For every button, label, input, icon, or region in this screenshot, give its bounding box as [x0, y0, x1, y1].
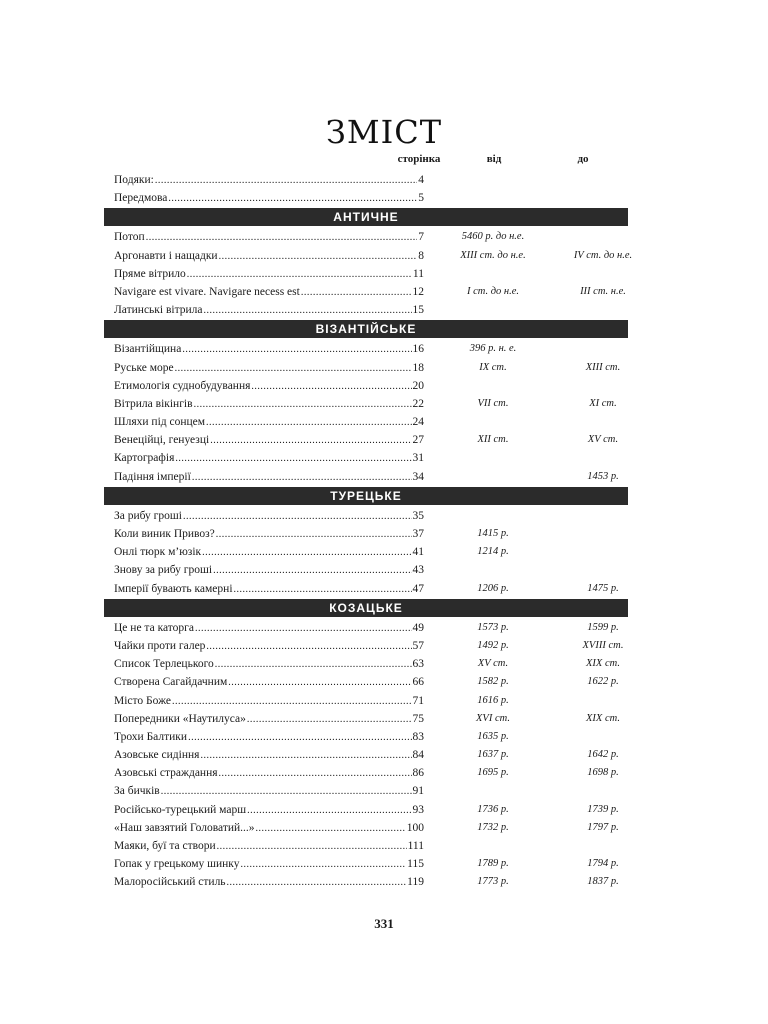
- toc-entry-page: 91: [412, 785, 424, 798]
- toc-entry-label: [114, 247, 424, 266]
- toc-entry-from: XVI ст.: [476, 712, 510, 724]
- dot-leader: [234, 581, 412, 599]
- toc-entry-label: [114, 764, 424, 783]
- toc-entry-label: [114, 377, 424, 396]
- toc-entry-from: 1695 р.: [477, 767, 509, 779]
- toc-entry-page: 111: [407, 840, 424, 852]
- dot-leader: [215, 656, 412, 674]
- toc-entry-label: [114, 561, 424, 580]
- toc-entry[interactable]: [104, 283, 628, 301]
- dot-leader: [206, 414, 411, 432]
- toc-entry-from: 1736 р.: [477, 803, 509, 815]
- toc-entry-label: [114, 468, 424, 487]
- toc-entry-page: 63: [412, 658, 424, 671]
- toc-entry[interactable]: [104, 301, 628, 319]
- toc-entry-label: [114, 655, 424, 674]
- toc-entry-label: [114, 782, 424, 801]
- toc-entry-label: [114, 283, 424, 302]
- toc-entry[interactable]: [104, 265, 628, 283]
- toc-entry-label: [114, 873, 424, 892]
- column-header-from: від: [486, 153, 502, 165]
- toc-entry-page: 12: [412, 285, 424, 298]
- toc-entry[interactable]: [104, 228, 628, 246]
- dot-leader: [216, 526, 412, 544]
- toc-entry-page: 7: [418, 231, 424, 244]
- dot-leader: [228, 674, 411, 692]
- dot-leader: [155, 172, 417, 190]
- toc-entry-title: Гопак у грецькому шинку: [114, 858, 240, 871]
- dot-leader: [206, 638, 411, 656]
- toc-entry-to: 1698 р.: [587, 767, 619, 779]
- toc-entry-page: 11: [412, 267, 424, 280]
- toc-entry-label: [114, 728, 424, 747]
- dot-leader: [188, 729, 411, 747]
- toc-entry-title: «Наш завзятий Головатий...»: [114, 821, 255, 834]
- toc-entry[interactable]: [104, 710, 628, 728]
- dot-leader: [161, 783, 412, 801]
- toc-entry-label: [114, 228, 424, 247]
- toc-entry-title: Картографія: [114, 452, 175, 465]
- toc-entry[interactable]: [104, 413, 628, 431]
- toc-entry-to: 1475 р.: [587, 582, 619, 594]
- toc-entry-title: Латинські вітрила: [114, 304, 203, 317]
- dot-leader: [194, 396, 412, 414]
- toc-entry-title: Знову за рибу гроші: [114, 564, 213, 577]
- dot-leader: [301, 284, 412, 302]
- toc-entry[interactable]: [104, 637, 628, 655]
- toc-entry[interactable]: [104, 171, 628, 189]
- toc-entry[interactable]: [104, 855, 628, 873]
- dot-leader: [175, 450, 411, 468]
- toc-entry-from: 1492 р.: [477, 639, 509, 651]
- dot-leader: [251, 378, 411, 396]
- toc-entry-title: Передмова: [114, 192, 168, 205]
- dot-leader: [240, 856, 406, 874]
- toc-entry-title: Малоросійський стиль: [114, 876, 226, 889]
- toc-entry-from: 1637 р.: [477, 749, 509, 761]
- toc-entry-title: Створена Сагайдачним: [114, 676, 228, 689]
- toc-entry-label: [114, 189, 424, 208]
- toc-entry-to: 1797 р.: [587, 821, 619, 833]
- dot-leader: [182, 341, 411, 359]
- toc-entry-title: Імперії бувають камерні: [114, 582, 233, 595]
- toc-entry-title: За рибу гроші: [114, 509, 182, 522]
- dot-leader: [183, 508, 412, 526]
- toc-entry-page: 35: [412, 509, 424, 522]
- toc-entry[interactable]: [104, 764, 628, 782]
- toc-entry-page: 93: [412, 803, 424, 816]
- toc-entry-from: XII ст.: [477, 434, 509, 446]
- toc-entry-page: 57: [412, 639, 424, 652]
- toc-entry-title: Азовське сидіння: [114, 749, 200, 762]
- toc-entry-page: 83: [412, 730, 424, 743]
- toc-entry[interactable]: [104, 873, 628, 891]
- toc-entry-label: [114, 431, 424, 450]
- dot-leader: [195, 620, 412, 638]
- toc-entry-from: 1415 р.: [477, 528, 509, 539]
- toc-entry-page: 18: [412, 361, 424, 374]
- toc-entry-title: Аргонавти і нащадки: [114, 249, 218, 262]
- column-headers: [0, 153, 768, 169]
- toc-entry[interactable]: [104, 431, 628, 449]
- toc-entry[interactable]: [104, 655, 628, 673]
- toc-entry-title: Пряме вітрило: [114, 267, 186, 280]
- toc-entry-title: Потоп: [114, 231, 145, 244]
- toc-entry-label: [114, 637, 424, 656]
- toc-entry-from: 1773 р.: [477, 876, 509, 888]
- toc-entry-to: 1837 р.: [587, 876, 619, 888]
- toc-entry-page: 15: [412, 304, 424, 317]
- toc-entry-title: Візантійщина: [114, 343, 182, 356]
- toc-entry[interactable]: [104, 580, 628, 598]
- toc-entry-from: 1789 р.: [477, 858, 509, 870]
- toc-entry-from: 1214 р.: [477, 546, 509, 558]
- toc-entry-label: [114, 449, 424, 468]
- toc-entry-from: 5460 р. до н.е.: [461, 231, 525, 243]
- toc-entry[interactable]: [104, 801, 628, 819]
- toc-entry-from: 1732 р.: [477, 821, 509, 833]
- toc-entry-page: 84: [412, 749, 424, 762]
- toc-entry-page: 115: [407, 858, 424, 871]
- toc-entry-label: [114, 837, 424, 856]
- toc-entry-to: XI ст.: [589, 397, 617, 409]
- dot-leader: [217, 838, 407, 856]
- toc-entry-page: 24: [412, 416, 424, 429]
- toc-entry-page: 47: [412, 582, 424, 595]
- toc-entry-label: [114, 507, 424, 526]
- toc-entry-page: 100: [406, 821, 424, 834]
- dot-leader: [187, 266, 412, 284]
- dot-leader: [227, 874, 407, 892]
- toc-entry-label: [114, 171, 424, 190]
- toc-entry-label: [114, 395, 424, 414]
- section-header: КОЗАЦЬКЕ: [104, 599, 628, 617]
- toc-entry-page: 16: [412, 343, 424, 356]
- toc-entry[interactable]: [104, 340, 628, 358]
- toc-entry-label: [114, 746, 424, 765]
- toc-entry-to: XV ст.: [587, 434, 619, 446]
- toc-entry-title: Попередники «Наутилуса»: [114, 712, 246, 725]
- dot-leader: [256, 820, 406, 838]
- toc-entry-title: За бичків: [114, 785, 160, 798]
- toc-entry-title: Азовські страждання: [114, 767, 218, 780]
- section-header: АНТИЧНЕ: [104, 208, 628, 226]
- toc-entry-label: [114, 692, 424, 711]
- toc-entry-title: Місто Боже: [114, 694, 171, 707]
- toc-entry-from: 1616 р.: [477, 694, 509, 706]
- toc-entry-label: [114, 340, 424, 359]
- toc-entry-title: Російсько-турецький марш: [114, 803, 247, 816]
- toc-entry-title: Подяки:: [114, 174, 154, 186]
- toc-entry[interactable]: [104, 468, 628, 486]
- toc-entry-to: 1599 р.: [587, 621, 619, 633]
- toc-entry-from: I ст. до н.е.: [466, 285, 520, 297]
- dot-leader: [175, 360, 412, 378]
- toc-entry-label: [114, 543, 424, 562]
- toc-entry-label: [114, 359, 424, 378]
- toc-entry-page: 71: [412, 694, 424, 707]
- dot-leader: [202, 544, 411, 562]
- dot-leader: [168, 190, 417, 208]
- toc-entry-page: 41: [412, 546, 424, 559]
- toc-entry-label: [114, 819, 424, 838]
- dot-leader: [200, 747, 411, 765]
- toc-entry-page: 31: [412, 452, 424, 465]
- toc-entry[interactable]: [104, 837, 628, 855]
- toc-entry[interactable]: [104, 449, 628, 467]
- toc-entry-title: Шляхи під сонцем: [114, 416, 206, 429]
- toc-entry-from: 1573 р.: [477, 621, 509, 633]
- toc-entry-page: 75: [412, 712, 424, 725]
- toc-entry-title: Це не та каторга: [114, 621, 194, 634]
- dot-leader: [204, 302, 412, 320]
- toc-entry-title: Маяки, буї та створи: [114, 840, 216, 852]
- toc-entry-label: [114, 413, 424, 432]
- toc-entry-label: [114, 619, 424, 638]
- section-header: ТУРЕЦЬКЕ: [104, 487, 628, 505]
- toc-entry-title: Коли виник Привоз?: [114, 528, 215, 540]
- dot-leader: [213, 562, 411, 580]
- toc-entry-label: [114, 801, 424, 820]
- toc-entry[interactable]: [104, 359, 628, 377]
- toc-entry-from: VII ст.: [477, 397, 509, 409]
- toc-entry[interactable]: [104, 247, 633, 265]
- toc-entry[interactable]: [104, 395, 628, 413]
- toc-entry[interactable]: [104, 507, 628, 525]
- toc-entry-label: [114, 673, 424, 692]
- toc-entry[interactable]: [104, 728, 628, 746]
- toc-entry-to: 1794 р.: [587, 858, 619, 870]
- page-title: ЗМІСТ: [325, 113, 443, 151]
- toc-entry-title: Вітрила вікінгів: [114, 397, 193, 410]
- toc-entry-title: Чайки проти галер: [114, 639, 206, 652]
- toc-entry[interactable]: [104, 673, 628, 691]
- toc-entry-label: [114, 855, 424, 874]
- toc-entry-page: 37: [412, 528, 424, 540]
- toc-entry-page: 43: [412, 564, 424, 577]
- toc-entry-to: XVIII ст.: [582, 639, 624, 651]
- toc-entry-from: 1635 р.: [477, 730, 509, 742]
- dot-leader: [219, 765, 412, 783]
- dot-leader: [192, 469, 412, 487]
- toc-entry-label: [114, 525, 424, 544]
- toc-entry-page: 27: [412, 434, 424, 447]
- toc-entry[interactable]: [104, 619, 628, 637]
- toc-entry-page: 66: [412, 676, 424, 689]
- toc-entry-page: 86: [412, 767, 424, 780]
- dot-leader: [247, 711, 412, 729]
- toc-entry-page: 34: [412, 470, 424, 483]
- toc-entry-page: 22: [412, 397, 424, 410]
- toc-entry-page: 4: [418, 174, 424, 186]
- column-header-page: сторінка: [397, 153, 441, 165]
- toc-entry[interactable]: [104, 782, 628, 800]
- toc-entry[interactable]: [104, 692, 628, 710]
- toc-entry-from: 396 р. н. е.: [469, 343, 517, 355]
- toc-entry-to: 1642 р.: [587, 749, 619, 761]
- dot-leader: [210, 432, 411, 450]
- toc-entry-to: XIX ст.: [586, 658, 620, 670]
- toc-entry-title: Онлі тюрк м’юзік: [114, 546, 202, 559]
- toc-entry[interactable]: [104, 543, 628, 561]
- toc-entry-page: 119: [407, 876, 424, 889]
- toc-entry[interactable]: [104, 561, 628, 579]
- toc-entry-title: Трохи Балтики: [114, 730, 188, 743]
- toc-entry[interactable]: [104, 525, 628, 543]
- dot-leader: [219, 248, 418, 266]
- toc-entry-title: Венеційці, генуезці: [114, 434, 210, 447]
- table-of-contents: [104, 171, 633, 892]
- toc-entry-to: 1453 р.: [587, 470, 619, 482]
- column-header-to: до: [577, 153, 589, 165]
- toc-entry-label: [114, 265, 424, 284]
- page-number: 331: [374, 916, 394, 931]
- toc-entry[interactable]: [104, 746, 628, 764]
- toc-entry[interactable]: [104, 189, 628, 207]
- toc-entry-to: XIX ст.: [586, 712, 620, 724]
- toc-entry-to: III ст. н.е.: [580, 285, 626, 297]
- toc-entry-to: XIII ст.: [585, 361, 621, 373]
- toc-entry-page: 20: [412, 379, 424, 392]
- toc-entry-title: Руське море: [114, 361, 174, 374]
- toc-entry-label: [114, 580, 424, 599]
- toc-entry-title: Список Терлецького: [114, 658, 214, 671]
- toc-entry-title: Navigare est vivare. Navigare necess est: [114, 285, 300, 298]
- toc-entry-title: Падіння імперії: [114, 470, 191, 483]
- toc-entry[interactable]: [104, 377, 628, 395]
- dot-leader: [146, 229, 418, 247]
- toc-entry-from: XV ст.: [477, 658, 509, 670]
- toc-entry-to: 1739 р.: [587, 803, 619, 815]
- toc-entry-label: [114, 710, 424, 729]
- toc-entry-from: IX ст.: [479, 361, 507, 373]
- toc-entry-page: 5: [418, 192, 424, 205]
- toc-entry-label: [114, 301, 424, 320]
- section-header: ВІЗАНТІЙСЬКЕ: [104, 320, 628, 338]
- dot-leader: [247, 802, 411, 820]
- toc-entry-page: 49: [412, 621, 424, 634]
- dot-leader: [172, 693, 412, 711]
- toc-entry-from: 1206 р.: [477, 582, 509, 594]
- toc-entry-from: XIII ст. до н.е.: [460, 249, 526, 261]
- toc-entry-title: Етимологія суднобудування: [114, 379, 251, 392]
- toc-entry-to: 1622 р.: [587, 676, 619, 688]
- toc-entry-from: 1582 р.: [477, 676, 509, 688]
- toc-entry-to: IV ст. до н.е.: [573, 249, 633, 261]
- toc-entry-page: 8: [418, 249, 424, 262]
- toc-entry[interactable]: [104, 819, 628, 837]
